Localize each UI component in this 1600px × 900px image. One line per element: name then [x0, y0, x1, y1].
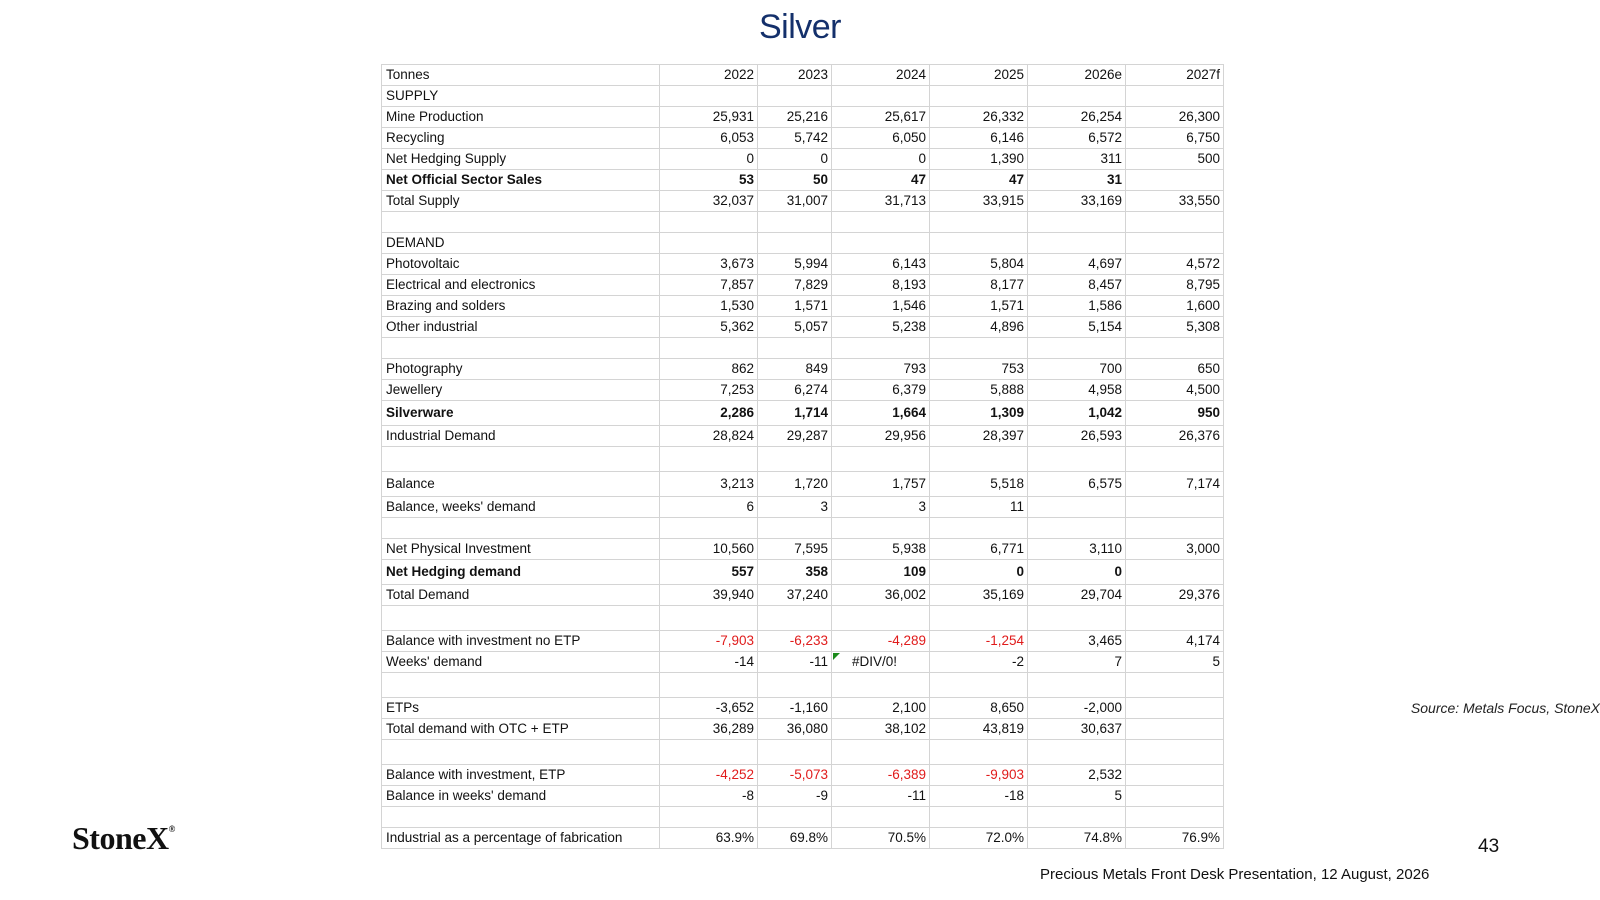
- row-value: [1126, 518, 1224, 539]
- row-value: [1028, 518, 1126, 539]
- row-value: -9: [758, 786, 832, 807]
- row-value: 5,362: [660, 317, 758, 338]
- row-value: 5,308: [1126, 317, 1224, 338]
- table-row: [382, 107, 1224, 128]
- row-value: 6,053: [660, 128, 758, 149]
- row-value: 5,154: [1028, 317, 1126, 338]
- header-year-cell: 2025: [930, 65, 1028, 86]
- row-value: 1,309: [930, 401, 1028, 426]
- row-value: -18: [930, 786, 1028, 807]
- table-row: [382, 698, 1224, 719]
- row-value: -11: [832, 786, 930, 807]
- footer-text: Precious Metals Front Desk Presentation, 12 August, 2026: [1040, 866, 1430, 883]
- row-value: 3,000: [1126, 539, 1224, 560]
- row-value: 1,714: [758, 401, 832, 426]
- row-value: [660, 807, 758, 828]
- row-value: 74.8%: [1028, 828, 1126, 849]
- row-label: [382, 447, 660, 472]
- row-value: [660, 447, 758, 472]
- row-value: 29,376: [1126, 585, 1224, 606]
- table-row: [382, 254, 1224, 275]
- row-value: 500: [1126, 149, 1224, 170]
- row-label: Total Supply: [382, 191, 660, 212]
- row-value: -3,652: [660, 698, 758, 719]
- row-value: 50: [758, 170, 832, 191]
- row-value: -5,073: [758, 765, 832, 786]
- row-label: [382, 740, 660, 765]
- row-value: [758, 447, 832, 472]
- row-value: [1126, 233, 1224, 254]
- row-value: [758, 673, 832, 698]
- logo-text: StoneX: [72, 820, 169, 856]
- row-value: [832, 212, 930, 233]
- row-value: 11: [930, 497, 1028, 518]
- row-value: 4,896: [930, 317, 1028, 338]
- page-title: Silver: [758, 8, 842, 46]
- row-value: 1,664: [832, 401, 930, 426]
- row-value: [1126, 765, 1224, 786]
- row-value: -8: [660, 786, 758, 807]
- row-value: 2,532: [1028, 765, 1126, 786]
- row-value: 32,037: [660, 191, 758, 212]
- row-value: [1126, 740, 1224, 765]
- row-value: 1,720: [758, 472, 832, 497]
- row-label: Industrial Demand: [382, 426, 660, 447]
- row-value: 5: [1028, 786, 1126, 807]
- row-value: 72.0%: [930, 828, 1028, 849]
- row-value: [1028, 212, 1126, 233]
- page-number: 43: [1478, 836, 1500, 857]
- row-value: [1126, 673, 1224, 698]
- row-value: 6,050: [832, 128, 930, 149]
- row-label: [382, 673, 660, 698]
- row-value: [758, 86, 832, 107]
- row-value: [1126, 698, 1224, 719]
- row-value: 36,080: [758, 719, 832, 740]
- row-value: 5,238: [832, 317, 930, 338]
- row-value: 36,002: [832, 585, 930, 606]
- row-value: [832, 673, 930, 698]
- row-value: 29,704: [1028, 585, 1126, 606]
- row-value: [930, 86, 1028, 107]
- row-value: 0: [930, 560, 1028, 585]
- row-label: Mine Production: [382, 107, 660, 128]
- row-value: 6,146: [930, 128, 1028, 149]
- row-value: 31: [1028, 170, 1126, 191]
- row-value: 63.9%: [660, 828, 758, 849]
- row-label: Balance in weeks' demand: [382, 786, 660, 807]
- row-value: [660, 212, 758, 233]
- row-value: [832, 338, 930, 359]
- row-label: Total demand with OTC + ETP: [382, 719, 660, 740]
- row-value: 1,600: [1126, 296, 1224, 317]
- row-value: [660, 338, 758, 359]
- row-value: -1,160: [758, 698, 832, 719]
- row-value: 76.9%: [1126, 828, 1224, 849]
- table-header-row: [382, 65, 1224, 86]
- row-value: 5,742: [758, 128, 832, 149]
- table-row: [382, 170, 1224, 191]
- row-label: Total Demand: [382, 585, 660, 606]
- row-value: 862: [660, 359, 758, 380]
- row-label: DEMAND: [382, 233, 660, 254]
- error-value: #DIV/0!: [852, 654, 898, 669]
- table-row: [382, 765, 1224, 786]
- row-value: [660, 673, 758, 698]
- table-row: [382, 212, 1224, 233]
- row-value: 1,530: [660, 296, 758, 317]
- row-value: [1126, 606, 1224, 631]
- table-row: [382, 233, 1224, 254]
- row-value: 4,572: [1126, 254, 1224, 275]
- row-value: [1028, 606, 1126, 631]
- row-value: [660, 86, 758, 107]
- row-value: [1126, 212, 1224, 233]
- table-row: [382, 401, 1224, 426]
- row-value: 1,571: [930, 296, 1028, 317]
- row-label: ETPs: [382, 698, 660, 719]
- row-value: 8,795: [1126, 275, 1224, 296]
- table-row: [382, 560, 1224, 585]
- row-value: [758, 740, 832, 765]
- row-value: [1028, 447, 1126, 472]
- row-value: 5,994: [758, 254, 832, 275]
- row-label: Net Official Sector Sales: [382, 170, 660, 191]
- row-value: 4,697: [1028, 254, 1126, 275]
- row-value: -2,000: [1028, 698, 1126, 719]
- row-label: Net Physical Investment: [382, 539, 660, 560]
- table-row: [382, 631, 1224, 652]
- table-row: [382, 296, 1224, 317]
- table-row: [382, 497, 1224, 518]
- table-row: [382, 359, 1224, 380]
- row-value: [930, 606, 1028, 631]
- row-value: 31,007: [758, 191, 832, 212]
- row-value: 6: [660, 497, 758, 518]
- row-value: -6,233: [758, 631, 832, 652]
- table-row: [382, 426, 1224, 447]
- row-value: 33,550: [1126, 191, 1224, 212]
- row-value: 26,376: [1126, 426, 1224, 447]
- row-value: 5: [1126, 652, 1224, 673]
- row-value: 43,819: [930, 719, 1028, 740]
- row-value: [930, 740, 1028, 765]
- row-label: [382, 212, 660, 233]
- row-value: 7,595: [758, 539, 832, 560]
- row-value: -6,389: [832, 765, 930, 786]
- row-value: 37,240: [758, 585, 832, 606]
- row-value: 3: [832, 497, 930, 518]
- row-label: Other industrial: [382, 317, 660, 338]
- row-value: [758, 212, 832, 233]
- row-value: 0: [1028, 560, 1126, 585]
- row-label: Brazing and solders: [382, 296, 660, 317]
- row-value: 5,938: [832, 539, 930, 560]
- row-value: [1126, 807, 1224, 828]
- row-value: 47: [930, 170, 1028, 191]
- row-value: 8,457: [1028, 275, 1126, 296]
- row-value: 36,289: [660, 719, 758, 740]
- row-value: [832, 740, 930, 765]
- row-value: [1028, 233, 1126, 254]
- row-value: 3,465: [1028, 631, 1126, 652]
- row-value: [930, 447, 1028, 472]
- row-label: Net Hedging demand: [382, 560, 660, 585]
- header-year-cell: 2023: [758, 65, 832, 86]
- row-label: Balance with investment, ETP: [382, 765, 660, 786]
- row-value: [930, 673, 1028, 698]
- row-value: 6,143: [832, 254, 930, 275]
- row-value: 69.8%: [758, 828, 832, 849]
- row-value: 3,673: [660, 254, 758, 275]
- row-value: 7,857: [660, 275, 758, 296]
- row-label: [382, 606, 660, 631]
- table-row: [382, 472, 1224, 497]
- row-value: [660, 740, 758, 765]
- row-value: 849: [758, 359, 832, 380]
- table-row: [382, 740, 1224, 765]
- source-note: Source: Metals Focus, StoneX: [1410, 700, 1600, 716]
- row-value: 0: [660, 149, 758, 170]
- row-value: [1126, 497, 1224, 518]
- row-value: [1126, 560, 1224, 585]
- row-value: -7,903: [660, 631, 758, 652]
- table-row: [382, 518, 1224, 539]
- row-value: 5,804: [930, 254, 1028, 275]
- table-row: [382, 719, 1224, 740]
- row-value: [660, 606, 758, 631]
- row-value: 35,169: [930, 585, 1028, 606]
- row-label: Balance: [382, 472, 660, 497]
- row-value: 70.5%: [832, 828, 930, 849]
- row-value: -4,289: [832, 631, 930, 652]
- header-year-cell: 2024: [832, 65, 930, 86]
- row-value: 7,253: [660, 380, 758, 401]
- row-value: [1028, 673, 1126, 698]
- row-value: 650: [1126, 359, 1224, 380]
- table-row: [382, 652, 1224, 673]
- row-value: 47: [832, 170, 930, 191]
- row-value: [758, 807, 832, 828]
- row-value: 3: [758, 497, 832, 518]
- row-value: 1,586: [1028, 296, 1126, 317]
- row-value: 6,771: [930, 539, 1028, 560]
- row-value: -2: [930, 652, 1028, 673]
- row-value: 700: [1028, 359, 1126, 380]
- row-value: 358: [758, 560, 832, 585]
- row-value: 33,169: [1028, 191, 1126, 212]
- row-value: 753: [930, 359, 1028, 380]
- table-row: [382, 380, 1224, 401]
- table-row: [382, 149, 1224, 170]
- row-label: Photovoltaic: [382, 254, 660, 275]
- row-value: [758, 233, 832, 254]
- table-row: [382, 447, 1224, 472]
- row-value: 1,546: [832, 296, 930, 317]
- row-value: [1126, 170, 1224, 191]
- header-year-cell: 2022: [660, 65, 758, 86]
- row-label: Weeks' demand: [382, 652, 660, 673]
- row-value: -14: [660, 652, 758, 673]
- row-value: 3,213: [660, 472, 758, 497]
- row-value: 30,637: [1028, 719, 1126, 740]
- row-value: 0: [758, 149, 832, 170]
- row-label: [382, 338, 660, 359]
- row-label: Photography: [382, 359, 660, 380]
- row-value: 10,560: [660, 539, 758, 560]
- row-value: 8,177: [930, 275, 1028, 296]
- row-value: [758, 518, 832, 539]
- row-label: Net Hedging Supply: [382, 149, 660, 170]
- table-row: [382, 786, 1224, 807]
- row-value: [832, 447, 930, 472]
- row-value: -4,252: [660, 765, 758, 786]
- row-label: Industrial as a percentage of fabrication: [382, 828, 660, 849]
- table-row: [382, 539, 1224, 560]
- row-value: 5,888: [930, 380, 1028, 401]
- row-value: 38,102: [832, 719, 930, 740]
- row-value: [1126, 447, 1224, 472]
- row-value: [758, 338, 832, 359]
- row-value: [1126, 338, 1224, 359]
- row-value: [1126, 86, 1224, 107]
- row-value: [1028, 740, 1126, 765]
- error-flag-icon: [833, 653, 840, 660]
- table-row: [382, 86, 1224, 107]
- row-value: 6,575: [1028, 472, 1126, 497]
- row-value: [832, 86, 930, 107]
- row-value: [832, 652, 930, 673]
- row-value: 8,650: [930, 698, 1028, 719]
- table-row: [382, 585, 1224, 606]
- row-value: 0: [832, 149, 930, 170]
- row-value: 25,931: [660, 107, 758, 128]
- row-value: 33,915: [930, 191, 1028, 212]
- row-value: 39,940: [660, 585, 758, 606]
- row-value: [660, 233, 758, 254]
- row-value: [1028, 338, 1126, 359]
- row-value: 5,518: [930, 472, 1028, 497]
- row-value: 7: [1028, 652, 1126, 673]
- silver-balance-table: [381, 64, 1224, 849]
- row-value: 4,500: [1126, 380, 1224, 401]
- row-value: 29,956: [832, 426, 930, 447]
- row-value: 4,174: [1126, 631, 1224, 652]
- row-value: [1028, 86, 1126, 107]
- row-value: [1028, 497, 1126, 518]
- table-row: [382, 828, 1224, 849]
- row-value: -1,254: [930, 631, 1028, 652]
- table-row: [382, 128, 1224, 149]
- row-value: 4,958: [1028, 380, 1126, 401]
- row-value: 53: [660, 170, 758, 191]
- logo-registered-mark: ®: [168, 824, 175, 834]
- table-row: [382, 338, 1224, 359]
- row-value: [832, 233, 930, 254]
- stonex-logo: [72, 820, 175, 857]
- row-value: 557: [660, 560, 758, 585]
- row-value: 26,300: [1126, 107, 1224, 128]
- table-row: [382, 275, 1224, 296]
- table-row: [382, 317, 1224, 338]
- row-value: [930, 233, 1028, 254]
- header-year-cell: 2026e: [1028, 65, 1126, 86]
- row-value: 793: [832, 359, 930, 380]
- row-value: 2,286: [660, 401, 758, 426]
- row-value: 6,274: [758, 380, 832, 401]
- row-value: 7,174: [1126, 472, 1224, 497]
- row-value: 950: [1126, 401, 1224, 426]
- row-value: 1,390: [930, 149, 1028, 170]
- row-value: [930, 338, 1028, 359]
- row-label: Recycling: [382, 128, 660, 149]
- header-unit-cell: Tonnes: [382, 65, 660, 86]
- row-value: [660, 518, 758, 539]
- row-value: 6,572: [1028, 128, 1126, 149]
- row-value: 7,829: [758, 275, 832, 296]
- table-row: [382, 673, 1224, 698]
- row-label: Balance, weeks' demand: [382, 497, 660, 518]
- row-value: 2,100: [832, 698, 930, 719]
- row-value: -9,903: [930, 765, 1028, 786]
- row-value: [832, 807, 930, 828]
- row-value: -11: [758, 652, 832, 673]
- row-label: [382, 518, 660, 539]
- row-label: Silverware: [382, 401, 660, 426]
- row-value: [758, 606, 832, 631]
- row-label: Balance with investment no ETP: [382, 631, 660, 652]
- row-value: [1126, 719, 1224, 740]
- row-value: 26,593: [1028, 426, 1126, 447]
- row-value: [930, 807, 1028, 828]
- row-value: 28,397: [930, 426, 1028, 447]
- row-label: SUPPLY: [382, 86, 660, 107]
- row-value: 3,110: [1028, 539, 1126, 560]
- row-value: 25,617: [832, 107, 930, 128]
- row-value: 109: [832, 560, 930, 585]
- row-value: [832, 606, 930, 631]
- row-value: 6,379: [832, 380, 930, 401]
- row-value: 311: [1028, 149, 1126, 170]
- row-value: 1,571: [758, 296, 832, 317]
- row-value: [1028, 807, 1126, 828]
- row-label: Jewellery: [382, 380, 660, 401]
- row-value: [930, 212, 1028, 233]
- row-value: 6,750: [1126, 128, 1224, 149]
- row-value: 29,287: [758, 426, 832, 447]
- row-value: 26,254: [1028, 107, 1126, 128]
- row-value: [930, 518, 1028, 539]
- row-value: 1,042: [1028, 401, 1126, 426]
- row-label: [382, 807, 660, 828]
- row-value: 1,757: [832, 472, 930, 497]
- row-value: [832, 518, 930, 539]
- row-value: 5,057: [758, 317, 832, 338]
- row-value: 8,193: [832, 275, 930, 296]
- row-value: 26,332: [930, 107, 1028, 128]
- row-value: 28,824: [660, 426, 758, 447]
- row-value: [1126, 786, 1224, 807]
- row-value: 31,713: [832, 191, 930, 212]
- row-label: Electrical and electronics: [382, 275, 660, 296]
- table-row: [382, 191, 1224, 212]
- row-value: 25,216: [758, 107, 832, 128]
- table-row: [382, 606, 1224, 631]
- header-year-cell: 2027f: [1126, 65, 1224, 86]
- table-row: [382, 807, 1224, 828]
